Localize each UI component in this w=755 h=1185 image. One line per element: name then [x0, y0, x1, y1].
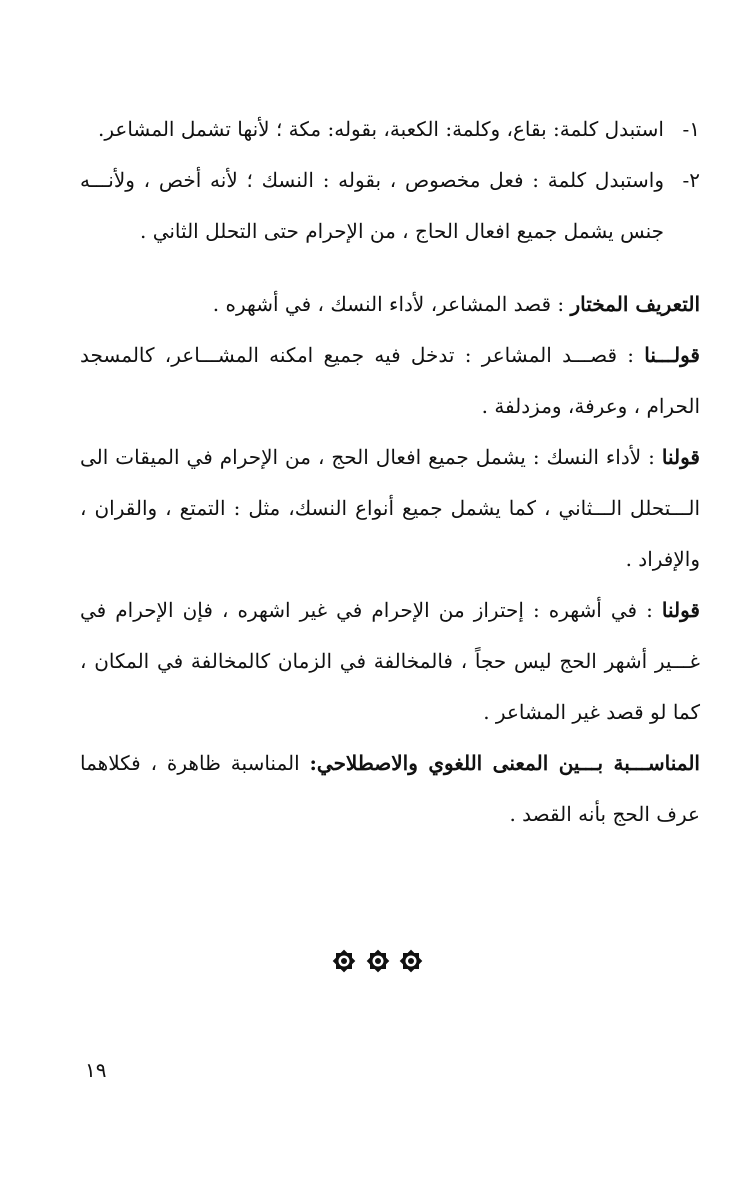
page-number: ١٩ [85, 1058, 107, 1082]
explanation-text: : قصـــد المشاعر : تدخل فيه جميع امكنه المشـــاعر، كالمسجد الحرام ، وعرفة، ومزدلفة . [80, 343, 700, 418]
definition-paragraph [80, 279, 700, 330]
explanation-paragraph [80, 330, 700, 432]
item-number: ١- [682, 117, 700, 141]
flower-ornament-icon [331, 948, 357, 974]
explanation-paragraph [80, 432, 700, 585]
item-text: استبدل كلمة: بقاع، وكلمة: الكعبة، بقوله: مكة ؛ لأنها تشمل المشاعر. [98, 117, 664, 141]
numbered-item [80, 104, 700, 155]
numbered-item [80, 155, 700, 257]
explanation-paragraph [80, 738, 700, 840]
definition-text: : قصد المشاعر، لأداء النسك ، في أشهره . [212, 292, 571, 316]
explanation-paragraph [80, 585, 700, 738]
explanation-text: : في أشهره : إحتراز من الإحرام في غير اشهره ، فإن الإحرام في غـــير أشهر الحج ليس حجاً ، فالمخالفة في الزمان كالمخالفة في المكان ، كما لو قصد غير المشاعر . [80, 598, 700, 724]
item-number: ٢- [682, 168, 700, 192]
explanation-text: المناسبة ظاهرة ، فكلاهما عرف الحج بأنه القصد . [80, 751, 700, 826]
explanation-label: قولـــنا [644, 343, 700, 367]
ornament [0, 948, 755, 978]
section-gap [80, 257, 700, 279]
page-body [80, 104, 700, 840]
explanation-label: قولنا [661, 445, 700, 469]
flower-ornament-icon [365, 948, 391, 974]
flower-ornament-icon [398, 948, 424, 974]
item-text: واستبدل كلمة : فعل مخصوص ، بقوله : النسك ؛ لأنه أخص ، ولأنـــه جنس يشمل جميع افعال الحاج ، من الإحرام حتى التحلل الثاني . [80, 168, 664, 243]
explanation-text: : لأداء النسك : يشمل جميع افعال الحج ، من الإحرام في الميقات الى الـــتحلل الـــثاني ، كما يشمل جميع أنواع النسك، مثل : التمتع ، والقران ، والإفراد . [80, 445, 700, 571]
explanation-label: قولنا [661, 598, 700, 622]
explanation-label: المناســـبة بـــين المعنى اللغوي والاصطلاحي: [309, 751, 700, 775]
definition-label: التعريف المختار [570, 292, 700, 316]
